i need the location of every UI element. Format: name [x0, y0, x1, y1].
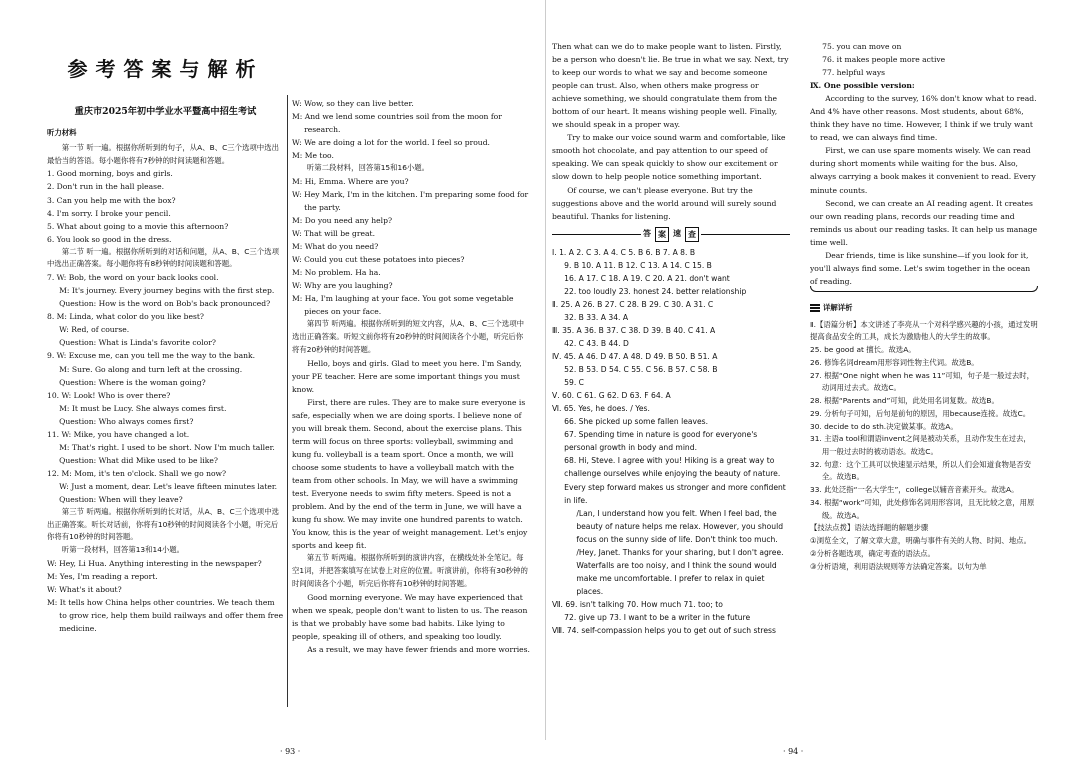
page-number-right: · 94 ·: [783, 747, 804, 756]
text-line: 第五节 听两遍。根据你所听到的演讲内容，在横线处补全笔记。每空1词，并把答案填写在试卷上对应的位置。听演讲前，你将有30秒钟的时间阅读各个小题，听完后你将有10秒钟的时间答题。: [292, 553, 528, 588]
text-line: 5. What about going to a movie this afternoon?: [47, 221, 229, 231]
text-line: First, we can use spare moments wisely. We can read during short moments while waiting for the bus. Also, always carrying a book makes it convenient to read. Every minute counts.: [810, 146, 1036, 195]
listening-transcript-part-2: [292, 97, 530, 656]
list-icon: [810, 304, 820, 312]
text-line: M: It tells how China helps other countries. We teach them to grow rice, help them build railways and offer them free medicine.: [47, 598, 284, 634]
text-line: M: It must be Lucy. She always comes first.: [59, 403, 227, 413]
text-line: 【技法点拨】语法选择题的解题步骤: [810, 523, 929, 533]
text-line: 76. it makes people more active: [822, 55, 946, 65]
text-line: W: Hey Mark, I'm in the kitchen. I'm preparing some food for the party.: [292, 190, 529, 213]
text-line: 第一节 听一遍。根据你所听到的句子，从A、B、C三个选项中选出最恰当的答语。每小题你将有7秒钟的时间读题和答题。: [47, 142, 279, 165]
page-title: 参考答案与解析: [67, 57, 264, 81]
text-line: 11. W: Mike, you have changed a lot.: [47, 429, 190, 439]
text-line: 8. M: Linda, what color do you like best?: [47, 312, 204, 322]
text-line: 9. B 10. A 11. B 12. C 13. A 14. C 15. B: [564, 260, 712, 270]
text-line: 3. Can you help me with the box?: [47, 195, 176, 205]
text-line: Second, we can create an AI reading agent. It creates our own reading plans, records our reading time and reminds us about our reading tasks. It can help us manage time well.: [810, 198, 1038, 247]
text-line: 52. B 53. D 54. C 55. C 56. B 57. C 58. B: [564, 365, 718, 375]
text-line: W: That will be great.: [292, 229, 376, 239]
text-line: 第四节 听两遍。根据你所听到的短文内容，从A、B、C三个选项中选出正确答案。听短文前你将有20秒钟的时间阅读各个小题，听完后你将有20秒钟的时间答题。: [292, 319, 524, 354]
text-line: 27. 根据“One night when he was 11”可知，句子是一般过去时，动词用过去式。故选C。: [810, 370, 1035, 393]
text-line: 26. 修饰名词dream用形容词性物主代词。故选B。: [810, 357, 979, 367]
text-line: 4. I'm sorry. I broke your pencil.: [47, 208, 171, 218]
text-line: Question: Where is the woman going?: [59, 377, 206, 387]
text-line: As a result, we may have fewer friends and more worries.: [307, 644, 530, 654]
text-line: M: Yes, I'm reading a report.: [47, 572, 158, 581]
text-line: 32. B 33. A 34. A: [564, 312, 629, 322]
text-line: 68. Hi, Steve. I agree with you! Hiking is a great way to challenge ourselves while enjoying the beauty of nature. Every step forward makes us stronger and more confident in life.: [564, 456, 786, 505]
text-line: 32. 句意：这个工具可以快速显示结果，所以人们会知道食物是否安全。故选B。: [810, 459, 1032, 482]
text-line: W: We are doing a lot for the world. I feel so proud.: [292, 138, 490, 148]
detail-heading-label: 详解详析: [823, 302, 853, 312]
right-column-2: [810, 40, 1038, 573]
text-line: Ⅶ. 69. isn't talking 70. How much 71. too; to: [552, 599, 723, 609]
text-line: 59. C: [564, 378, 584, 388]
text-line: Of course, we can't please everyone. But try the suggestions above and the world around will surely sound beautiful. Thanks for listening.: [552, 185, 777, 221]
text-line: 34. 根据“work”可知，此处修饰名词用形容词，且无比较之意，用原级。故选A。: [810, 497, 1035, 520]
listening-transcript-part-1: [47, 142, 284, 635]
text-line: M: No problem. Ha ha.: [292, 268, 381, 278]
text-line: 66. She picked up some fallen leaves.: [564, 417, 709, 427]
text-line: 第二节 听一遍。根据你所听到的对话和问题，从A、B、C三个选项中选出正确答案。每小题你将有8秒钟的时间读题和答题。: [47, 246, 279, 269]
text-line: 16. A 17. C 18. A 19. C 20. A 21. don't want: [564, 273, 730, 283]
banner-char-1: 答: [643, 228, 651, 239]
text-line: Question: Who always comes first?: [59, 416, 194, 426]
text-line: Question: How is the word on Bob's back pronounced?: [59, 299, 271, 309]
column-divider: [287, 95, 288, 707]
text-line: /Hey, Janet. Thanks for your sharing, but I don't agree. Waterfalls are too noisy, and I think the sound would make me uncomfortable. I prefer to relax in quiet places.: [576, 547, 784, 596]
text-line: M: And we lend some countries soil from the moon for research.: [292, 112, 502, 135]
text-line: M: Hi, Emma. Where are you?: [292, 176, 409, 186]
detail-heading: [810, 302, 1038, 315]
text-line: Ⅲ. 35. A 36. B 37. C 38. D 39. B 40. C 41. A: [552, 325, 716, 335]
text-line: According to the survey, 16% don't know what to read. And 4% have other reasons. Most students, about 68%, think they have no time. However, I think if we truly want to read, we can always find time.: [810, 94, 1037, 143]
text-line: 第三节 听两遍。根据你所听到的长对话，从A、B、C三个选项中选出正确答案。听长对话前，你将有10秒钟的时间阅读各个小题，听完后你将有10秒钟的时间答题。: [47, 507, 279, 542]
text-line: 28. 根据“Parents and”可知，此处用名词复数。故选B。: [810, 396, 999, 406]
text-line: 9. W: Excuse me, can you tell me the way to the bank.: [47, 351, 256, 361]
text-line: 31. 主语a tool和谓语invent之间是被动关系，且动作发生在过去，用一般过去时的被动语态。故选C。: [810, 434, 1031, 456]
text-line: Question: What did Mike used to be like?: [59, 455, 218, 465]
section-heading-listening: 听力材料: [47, 128, 77, 138]
exam-subtitle: 重庆市2025年初中学业水平暨高中招生考试: [74, 106, 257, 118]
writing-sample: [810, 40, 1038, 288]
text-line: ③分析语境，利用语法规则等方法确定答案。以句为单: [810, 561, 987, 571]
page-number-left: · 93 ·: [280, 747, 301, 756]
text-line: Then what can we do to make people want to listen. Firstly, be a person who doesn't lie. Be true in what we say. Next, try to keep our words to what we say and become someone people can trust. Also, when others make progress or achieve something, we should congratulate them from the bottom of our heart. It means wishing people well. Finally, we should speak in a proper way.: [552, 42, 789, 130]
banner-char-3: 速: [673, 228, 681, 239]
text-line: Good morning everyone. We may have experienced that when we speak, people don't want to listen to us. The reason is that we probably have some bad habits. Like lying to people, speaking ill of others, and speaking too loudly.: [292, 592, 528, 641]
text-line: ②分析各题选项，确定考查的语法点。: [810, 548, 935, 558]
text-line: 听第一段材料，回答第13和14小题。: [61, 545, 185, 555]
text-line: 72. give up 73. I want to be a writer in the future: [564, 612, 751, 622]
right-column-1: [552, 40, 790, 637]
text-line: 1. Good morning, boys and girls.: [47, 169, 173, 179]
text-line: W: Why are you laughing?: [292, 281, 393, 291]
text-line: 22. too loudly 23. honest 24. better relationship: [564, 286, 747, 296]
text-line: 67. Spending time in nature is good for everyone's personal growth in body and mind.: [564, 430, 758, 453]
text-line: Ⅰ. 1. A 2. C 3. A 4. C 5. B 6. B 7. A 8. B: [552, 247, 696, 257]
text-line: Dear friends, time is like sunshine—if you look for it, you'll always find some. Let's swim together in the ocean of reading.: [810, 250, 1031, 286]
text-line: 7. W: Bob, the word on your back looks cool.: [47, 273, 219, 283]
text-line: 25. be good at 擅长。故选A。: [810, 345, 916, 355]
text-line: First, there are rules. They are to make sure everyone is safe, especially when we are doing sports. I believe none of you will break them. Second, about the exercise plans. This term will focus on three sports: volleyball, swimming and kung fu. volleyball is a team sport. Once a month, we will choose some students to have a volleyball match with the team from other schools. In May, we will have a swimming test. Everyone needs to swim fifty meters. Speed is not a problem. And by the end of the term in June, we will have a kung fu show. We may invite one hundred parents to watch. You know, this is the year of weight management. Let's enjoy sports and keep fit.: [292, 397, 528, 551]
text-line: W: Hey, Li Hua. Anything interesting in the newspaper?: [47, 558, 262, 568]
text-line: 75. you can move on: [822, 42, 902, 51]
text-line: 77. helpful ways: [822, 68, 886, 78]
text-line: 42. C 43. B 44. D: [564, 338, 629, 348]
left-column-1: [47, 0, 284, 635]
text-line: 33. 此处泛指“一名大学生”，college以辅音音素开头。故选A。: [810, 485, 1019, 495]
text-line: M: Do you need any help?: [292, 216, 393, 226]
text-line: M: Me too.: [292, 151, 334, 161]
text-line: Ⅱ. 25. A 26. B 27. C 28. B 29. C 30. A 31. C: [552, 299, 714, 309]
text-line: 10. W: Look! Who is over there?: [47, 390, 171, 400]
page-gutter: [545, 0, 546, 740]
left-column-2: [292, 97, 530, 656]
text-line: M: What do you need?: [292, 242, 379, 252]
text-line: 2. Don't run in the hall please.: [47, 182, 164, 192]
text-line: 29. 分析句子可知，后句是前句的原因，用because连接。故选C。: [810, 408, 1031, 418]
text-line: 听第二段材料，回答第15和16小题。: [306, 163, 430, 173]
text-line: Ⅴ. 60. C 61. G 62. D 63. F 64. A: [552, 391, 671, 401]
text-line: /Lan, I understand how you felt. When I feel bad, the beauty of nature helps me relax. However, you should focus on the sunny side of life. Don't think too much.: [576, 508, 784, 544]
text-line: W: Just a moment, dear. Let's leave fifteen minutes later.: [59, 481, 278, 491]
text-line: M: That's right. I used to be short. Now I'm much taller.: [59, 442, 275, 452]
text-line: Ⅵ. 65. Yes, he does. / Yes.: [552, 404, 650, 414]
banner-char-2: 案: [655, 227, 669, 242]
text-line: Try to make our voice sound warm and comfortable, like smooth hot chocolate, and pay attention to our speed of speaking. We can speak quickly to show our excitement or slow down to help people notice something important.: [552, 133, 786, 182]
text-line: Question: When will they leave?: [59, 494, 183, 504]
banner-char-4: 查: [685, 227, 699, 242]
listening-transcript-end: [552, 40, 790, 223]
text-line: Ⅳ. 45. A 46. D 47. A 48. D 49. B 50. B 51. A: [552, 352, 718, 362]
text-line: Ⅱ.【语篇分析】本文讲述了李亮从一个对科学感兴趣的小孩，通过发明提高食品安全的工具，成长为激励他人的大学生的故事。: [810, 319, 1038, 342]
text-line: 12. M: Mom, it's ten o'clock. Shall we go now?: [47, 468, 227, 478]
text-line: Question: What is Linda's favorite color?: [59, 338, 216, 348]
answer-key-banner: [552, 227, 790, 242]
text-line: ①浏览全文，了解文章大意，明确与事件有关的人物、时间、地点。: [810, 536, 1031, 546]
text-line: W: Wow, so they can live better.: [292, 99, 414, 108]
detailed-explanations: [810, 319, 1038, 574]
answer-key-list: [552, 246, 790, 637]
text-line: M: Sure. Go along and turn left at the crossing.: [59, 364, 243, 374]
text-line: 30. decide to do sth.决定做某事。故选A。: [810, 421, 958, 431]
text-line: M: It's journey. Every journey begins with the first step.: [59, 286, 275, 296]
text-line: W: Could you cut these potatoes into pieces?: [292, 255, 465, 265]
text-line: Hello, boys and girls. Glad to meet you here. I'm Sandy, your PE teacher. Here are some important things you must know.: [292, 358, 522, 394]
text-line: Ⅸ. One possible version:: [810, 81, 915, 91]
text-line: Ⅷ. 74. self-compassion helps you to get out of such stress: [552, 626, 776, 636]
text-line: M: Ha, I'm laughing at your face. You got some vegetable pieces on your face.: [292, 294, 514, 317]
text-line: W: Red, of course.: [59, 325, 130, 335]
text-line: W: What's it about?: [47, 585, 122, 595]
text-line: 6. You look so good in the dress.: [47, 234, 172, 244]
